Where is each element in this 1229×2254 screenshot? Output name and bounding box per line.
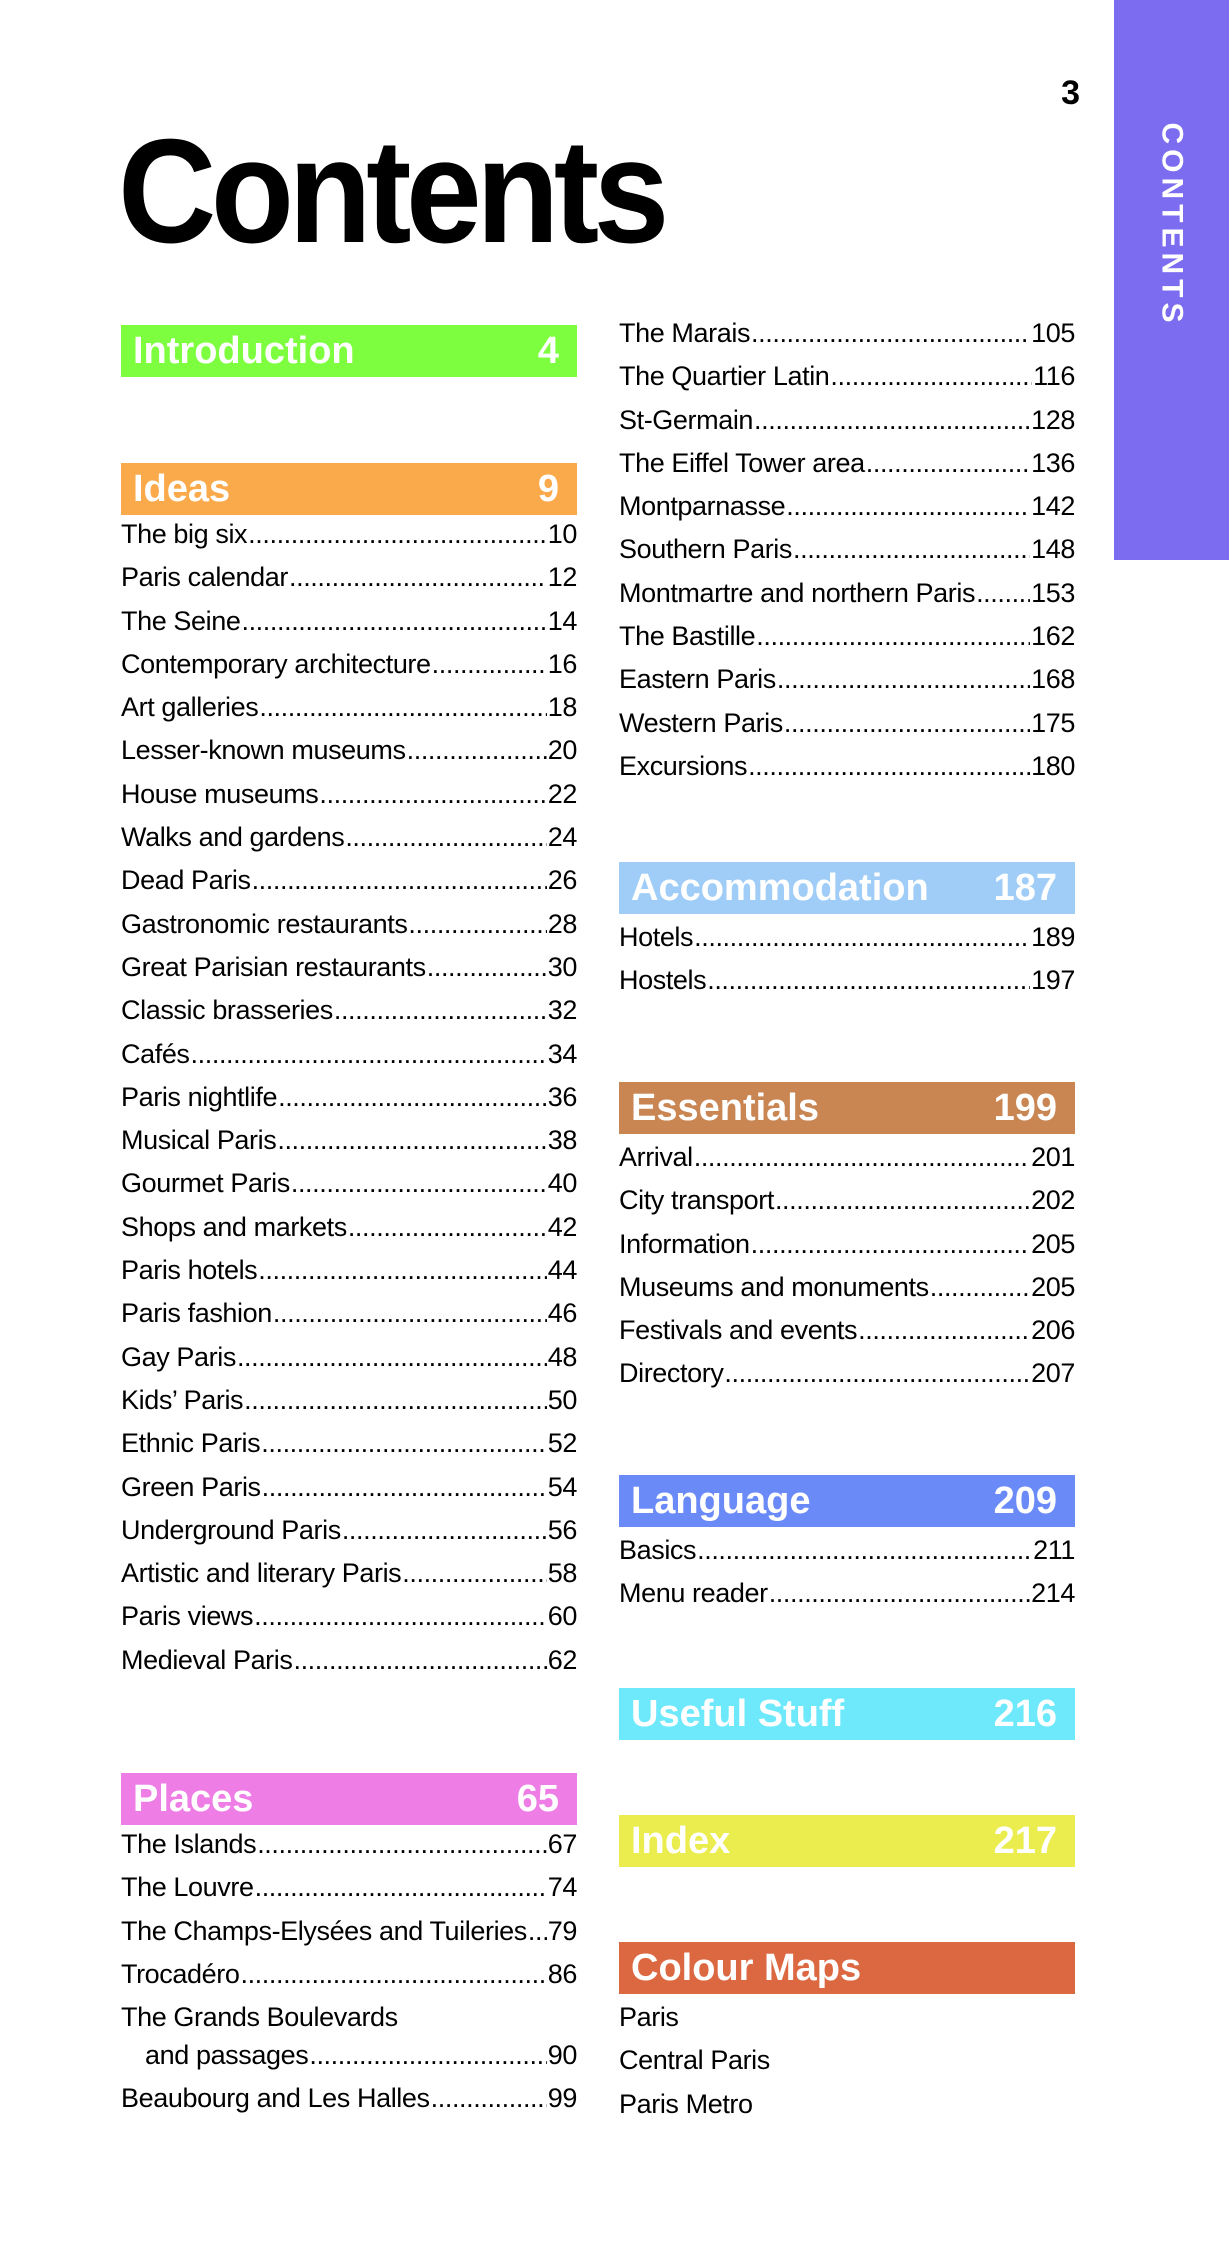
toc-entry-page: 86 [547,1958,577,1989]
toc-entry-title: Hotels [619,922,694,952]
toc-entry-title: Underground Paris [121,1514,341,1545]
toc-entry[interactable] [121,1558,577,1601]
toc-entry-title: Montmartre and northern Paris [619,577,976,608]
dot-leader [342,1515,547,1546]
language-entry-list [619,1535,1075,1622]
toc-entry-title: Kids’ Paris [121,1384,244,1415]
dot-leader [407,735,547,766]
toc-entry-page: 205 [1031,1271,1075,1302]
dot-leader [237,1342,547,1373]
toc-entry-title: Musical Paris [121,1125,277,1156]
toc-entry[interactable] [619,491,1075,534]
toc-entry-page: 58 [547,1558,577,1589]
dot-leader [278,1082,547,1113]
dot-leader [707,965,1030,996]
toc-entry[interactable] [619,534,1075,577]
toc-entry-page: 116 [1033,361,1075,392]
section-places [121,1773,577,2127]
toc-entry-title: Festivals and events [619,1315,858,1346]
dot-leader [754,405,1030,436]
toc-entry-title: The Champs-Elysées and Tuileries [121,1915,527,1946]
toc-entry-page: 201 [1031,1142,1075,1172]
toc-entry[interactable] [121,1601,577,1644]
toc-entry-title: The Bastille [619,621,756,652]
dot-leader [254,1601,547,1632]
toc-entry-page: 46 [547,1298,577,1329]
toc-entry[interactable] [121,735,577,778]
toc-entry-page: 180 [1031,750,1075,781]
toc-entry-page: 211 [1033,1535,1075,1565]
dot-leader [345,822,546,853]
toc-entry-title: The Louvre [121,1872,254,1903]
section-ideas [121,463,577,1688]
section-title: Places [133,1777,254,1820]
toc-entry-page: 128 [1031,404,1075,435]
toc-entry-page: 12 [547,562,577,593]
toc-entry-page: 56 [547,1514,577,1545]
toc-entry-page: 62 [547,1644,577,1675]
toc-entry[interactable] [619,922,1075,965]
dot-leader [258,1255,547,1286]
toc-entry[interactable] [619,318,1075,361]
section-header-index [619,1815,1075,1867]
toc-entry[interactable] [619,664,1075,707]
dot-leader [697,1535,1032,1566]
dot-leader [751,318,1030,349]
dot-leader [244,1385,547,1416]
section-header-colour-maps [619,1942,1075,1994]
dot-leader [277,1125,546,1156]
toc-entry-page: 54 [547,1471,577,1502]
dot-leader [259,692,546,723]
toc-entry-title: Gastronomic restaurants [121,908,408,939]
colour-maps-list [619,2002,1075,2132]
section-title: Language [631,1479,811,1522]
dot-leader [976,578,1030,609]
toc-entry[interactable] [619,708,1075,751]
section-title: Essentials [631,1086,819,1129]
dot-leader [255,1872,547,1903]
toc-entry-title: Arrival [619,1142,693,1172]
toc-entry-title: Classic brasseries [121,995,333,1026]
section-places-continued [619,318,1075,794]
dot-leader [262,1472,547,1503]
toc-entry-page: 28 [547,908,577,939]
toc-entry[interactable] [121,649,577,692]
toc-entry[interactable] [121,909,577,952]
dot-leader [858,1315,1030,1346]
toc-entry-page: 20 [547,735,577,766]
toc-entry-title: Paris views [121,1601,254,1632]
dot-leader [291,1168,547,1199]
toc-entry[interactable] [121,1645,577,1688]
toc-entry-title: Trocadéro [121,1958,240,1989]
toc-entry-page: 24 [547,822,577,853]
toc-entry[interactable] [121,1472,577,1515]
dot-leader [289,562,547,593]
toc-entry[interactable] [121,1255,577,1298]
dot-leader [784,708,1030,739]
toc-entry[interactable] [121,1125,577,1168]
toc-entry[interactable]: Paris Metro [619,2088,753,2119]
section-accommodation [619,862,1075,1009]
section-header-language [619,1475,1075,1527]
toc-entry-title: The Seine [121,605,241,636]
toc-entry-title: Information [619,1228,750,1259]
toc-entry[interactable] [619,1229,1075,1272]
section-header-introduction [121,325,577,377]
section-title: Ideas [133,467,231,510]
toc-entry-title: The Quartier Latin [619,361,830,392]
dot-leader [261,1428,547,1459]
dot-leader [408,909,546,940]
dot-leader [273,1298,547,1329]
toc-entry-title: Excursions [619,750,748,781]
dot-leader [257,1829,547,1860]
toc-entry[interactable] [121,1342,577,1385]
dot-leader [293,1645,546,1676]
accommodation-entry-list [619,922,1075,1009]
toc-entry-page: 50 [547,1384,577,1415]
dot-leader [427,952,547,983]
dot-leader [748,751,1030,782]
places-continued-list [619,318,1075,794]
toc-entry-page: 197 [1031,965,1075,996]
toc-entry-title: The big six [121,519,248,549]
toc-entry-title: Shops and markets [121,1211,347,1242]
toc-entry-title: Green Paris [121,1471,261,1502]
toc-entry[interactable] [121,952,577,995]
section-page: 199 [993,1086,1057,1129]
toc-entry-title: Paris nightlife [121,1081,278,1112]
toc-entry[interactable] [619,1272,1075,1315]
section-title: Colour Maps [631,1946,862,1989]
page-title: Contents [118,109,664,274]
toc-entry-title: Walks and gardens [121,822,345,853]
toc-entry[interactable] [121,2083,577,2126]
dot-leader [528,1916,547,1947]
toc-entry-page: 44 [547,1255,577,1286]
toc-entry[interactable] [619,578,1075,621]
dot-leader [240,1959,546,1990]
section-title: Introduction [133,329,355,372]
toc-entry-title: Gourmet Paris [121,1168,290,1199]
toc-entry-title: Ethnic Paris [121,1428,261,1459]
toc-entry-page: 79 [547,1915,577,1946]
toc-entry-title: Museums and monuments [619,1271,929,1302]
toc-entry-page: 148 [1031,534,1075,565]
toc-entry[interactable] [121,822,577,865]
toc-entry-title: Great Parisian restaurants [121,951,426,982]
toc-entry-page: 52 [547,1428,577,1459]
toc-entry-title: City transport [619,1185,774,1216]
toc-entry[interactable] [619,965,1075,1008]
toc-entry-page: 60 [547,1601,577,1632]
toc-entry-title: The Grands Boulevards [121,2002,398,2033]
toc-entry-page: 10 [547,519,577,549]
ideas-entry-list [121,519,577,1688]
essentials-entry-list [619,1142,1075,1402]
toc-entry-title: Gay Paris [121,1341,236,1372]
toc-entry[interactable] [121,692,577,735]
dot-leader [777,664,1030,695]
toc-entry[interactable] [121,1039,577,1082]
section-title: Useful Stuff [631,1692,845,1735]
toc-entry-page: 16 [547,648,577,679]
dot-leader [334,995,547,1026]
toc-entry-page: 153 [1031,577,1075,608]
toc-entry-title: Basics [619,1535,697,1565]
dot-leader [756,621,1030,652]
dot-leader [319,779,546,810]
section-essentials [619,1082,1075,1402]
toc-entry[interactable] [121,779,577,822]
dot-leader [930,1272,1030,1303]
toc-entry[interactable] [121,1298,577,1341]
toc-entry-page: 22 [547,778,577,809]
toc-entry-page: 42 [547,1211,577,1242]
toc-entry[interactable] [121,1829,577,1872]
toc-entry[interactable]: Central Paris [619,2045,770,2076]
side-tab [1114,0,1229,560]
toc-entry-page: 40 [547,1168,577,1199]
toc-entry-page: 74 [547,1872,577,1903]
toc-entry-title: Eastern Paris [619,664,776,695]
dot-leader [431,2083,547,2114]
toc-entry-title: Medieval Paris [121,1644,293,1675]
section-useful-stuff [619,1688,1075,1740]
toc-entry[interactable] [619,1358,1075,1401]
toc-entry[interactable] [619,1535,1075,1578]
toc-entry-title: Cafés [121,1038,190,1069]
toc-entry-page: 38 [547,1125,577,1156]
toc-entry[interactable] [121,519,577,562]
toc-entry-page: 136 [1031,447,1075,478]
toc-entry-page: 105 [1031,318,1075,348]
toc-entry-title: Montparnasse [619,491,786,522]
section-title: Index [631,1819,731,1862]
toc-entry-page: 175 [1031,707,1075,738]
dot-leader [348,1212,547,1243]
toc-entry-page: 206 [1031,1315,1075,1346]
toc-entry-page: 189 [1031,922,1075,952]
toc-entry-title: Art galleries [121,692,259,723]
dot-leader [830,361,1032,392]
toc-entry[interactable] [619,405,1075,448]
toc-entry-title: Menu reader [619,1578,768,1609]
dot-leader [769,1578,1030,1609]
toc-entry-page: 34 [547,1038,577,1069]
dot-leader [694,922,1030,953]
toc-entry-page: 30 [547,951,577,982]
section-colour-maps [619,1942,1075,2132]
toc-entry[interactable] [121,1082,577,1125]
toc-entry[interactable] [121,865,577,908]
toc-entry-page: 99 [547,2083,577,2114]
toc-entry-title: Southern Paris [619,534,792,565]
page-number: 3 [1061,74,1080,112]
toc-entry[interactable] [121,1385,577,1428]
toc-entry[interactable] [619,361,1075,404]
section-introduction [121,325,577,377]
toc-entry-page: 207 [1031,1358,1075,1389]
section-page: 9 [537,467,559,510]
toc-entry[interactable] [121,1872,577,1915]
section-header-useful-stuff [619,1688,1075,1740]
dot-leader [191,1039,547,1070]
toc-entry-page: 14 [547,605,577,636]
toc-entry[interactable] [121,1959,577,2002]
toc-entry-page: 168 [1031,664,1075,695]
toc-entry-page: 32 [547,995,577,1026]
toc-entry[interactable] [121,1515,577,1558]
toc-entry-page: 90 [547,2040,577,2071]
toc-entry-title: Paris hotels [121,1255,258,1286]
toc-entry-title: Dead Paris [121,865,251,896]
toc-entry-page: 142 [1031,491,1075,522]
toc-entry-title: Western Paris [619,707,783,738]
toc-entry-title: and passages [145,2040,309,2071]
toc-entry-title: St-Germain [619,404,754,435]
toc-entry-title: Hostels [619,965,707,996]
toc-entry[interactable] [121,606,577,649]
toc-entry-title: The Marais [619,318,751,348]
toc-entry[interactable] [121,1428,577,1471]
section-title: Accommodation [631,866,929,909]
dot-leader [751,1229,1030,1260]
section-page: 217 [993,1819,1057,1862]
toc-entry[interactable] [619,621,1075,664]
places-entry-list [121,1829,577,2002]
toc-entry-page: 26 [547,865,577,896]
section-language [619,1475,1075,1622]
toc-entry-title: Directory [619,1358,724,1389]
toc-entry-page: 18 [547,692,577,723]
toc-entry[interactable]: Paris [619,2002,679,2032]
section-page: 187 [993,866,1057,909]
section-header-accommodation [619,862,1075,914]
toc-entry[interactable] [121,562,577,605]
toc-entry-page: 202 [1031,1185,1075,1216]
toc-entry[interactable] [121,995,577,1038]
dot-leader [241,606,546,637]
toc-entry-page: 36 [547,1081,577,1112]
toc-entry[interactable] [619,1142,1075,1185]
section-page: 4 [537,329,559,372]
toc-entry-title: The Eiffel Tower area [619,447,865,478]
toc-entry-page: 48 [547,1341,577,1372]
toc-entry[interactable] [619,751,1075,794]
toc-entry-title: Paris calendar [121,562,288,593]
section-page: 209 [993,1479,1057,1522]
section-page: 216 [993,1692,1057,1735]
toc-entry-page: 214 [1031,1578,1075,1609]
toc-entry-page: 162 [1031,621,1075,652]
toc-entry-title: Paris fashion [121,1298,272,1329]
dot-leader [432,649,547,680]
toc-entry[interactable] [121,1916,577,1959]
toc-entry-title: Beaubourg and Les Halles [121,2083,430,2114]
dot-leader [866,448,1030,479]
dot-leader [793,534,1030,565]
section-header-ideas [121,463,577,515]
toc-entry-page: 205 [1031,1228,1075,1259]
side-tab-label: CONTENTS [1155,122,1189,328]
dot-leader [248,519,547,550]
toc-entry-title: House museums [121,778,319,809]
toc-entry-page: 67 [547,1829,577,1859]
section-header-essentials [619,1082,1075,1134]
toc-entry[interactable] [121,2002,577,2083]
dot-leader [694,1142,1030,1173]
section-index [619,1815,1075,1867]
toc-entry[interactable] [619,448,1075,491]
dot-leader [775,1185,1030,1216]
toc-entry[interactable] [121,1168,577,1211]
toc-entry-title: Lesser-known museums [121,735,406,766]
dot-leader [724,1358,1030,1389]
toc-entry[interactable] [619,1185,1075,1228]
dot-leader [252,865,547,896]
toc-entry-title: Artistic and literary Paris [121,1558,402,1589]
section-header-places [121,1773,577,1825]
toc-entry[interactable] [619,1315,1075,1358]
dot-leader [402,1558,546,1589]
dot-leader [786,491,1030,522]
dot-leader [309,2040,546,2071]
toc-entry-title: The Islands [121,1829,257,1859]
toc-entry[interactable] [619,1578,1075,1621]
toc-entry[interactable] [121,1212,577,1255]
section-page: 65 [516,1777,559,1820]
toc-entry-title: Contemporary architecture [121,648,431,679]
